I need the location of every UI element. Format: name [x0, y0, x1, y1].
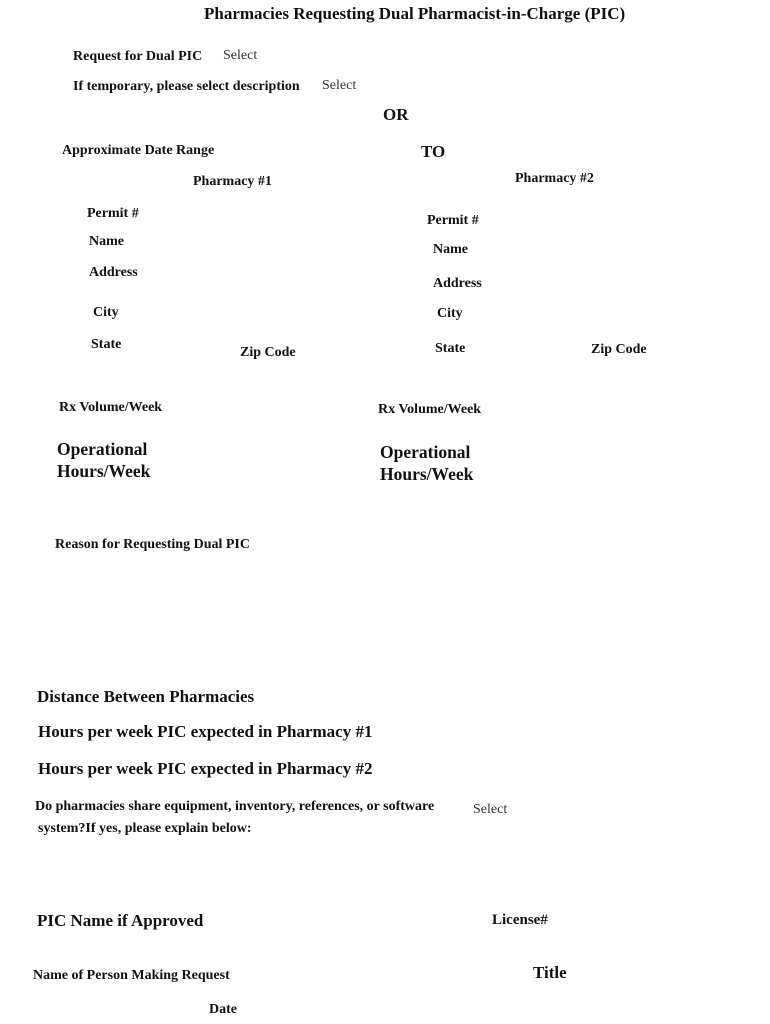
pharmacy2-rx-volume-label: Rx Volume/Week	[378, 402, 482, 417]
pharmacy1-operational-hours-field[interactable]	[160, 450, 360, 468]
or-label: OR	[383, 105, 409, 124]
pharmacy2-zip-label: Zip Code	[591, 342, 647, 357]
share-question-line1: Do pharmacies share equipment, inventory, references, or software	[35, 799, 435, 814]
pharmacy2-hours-line1: Operational	[380, 442, 471, 462]
pharmacy1-operational-hours-label	[57, 438, 150, 482]
pharmacy1-zip-label: Zip Code	[240, 345, 296, 360]
reason-textarea[interactable]	[55, 560, 695, 670]
pharmacy1-city-label: City	[93, 305, 119, 320]
to-label: TO	[421, 142, 446, 161]
pharmacy1-rx-volume-field[interactable]	[180, 399, 360, 417]
hours-pic1-field[interactable]	[385, 723, 535, 741]
pharmacy2-name-label: Name	[433, 242, 468, 257]
pharmacy1-zip-field[interactable]	[305, 344, 365, 362]
distance-field[interactable]	[270, 688, 470, 706]
pharmacy2-rx-volume-field[interactable]	[498, 401, 698, 419]
hours-pic1-label: Hours per week PIC expected in Pharmacy #1	[38, 722, 373, 741]
pharmacy1-state-label: State	[91, 337, 122, 352]
temporary-description-label: If temporary, please select description	[73, 79, 300, 94]
pharmacy2-name-field[interactable]	[480, 241, 700, 259]
date-field[interactable]	[250, 1001, 450, 1019]
hours-pic2-label: Hours per week PIC expected in Pharmacy #2	[38, 759, 373, 778]
pharmacy2-address-label: Address	[433, 276, 482, 291]
share-question-line2: system?If yes, please explain below:	[38, 821, 252, 836]
license-field[interactable]	[560, 912, 710, 930]
pharmacy2-city-label: City	[437, 306, 463, 321]
pic-name-label: PIC Name if Approved	[37, 911, 204, 930]
pharmacy1-hours-line1: Operational	[57, 439, 148, 459]
requester-name-label: Name of Person Making Request	[33, 968, 230, 983]
date-label: Date	[209, 1002, 237, 1017]
distance-label: Distance Between Pharmacies	[37, 687, 255, 706]
pharmacy2-city-field[interactable]	[472, 305, 702, 323]
pharmacy2-address-field[interactable]	[492, 275, 702, 293]
pharmacy1-hours-line2: Hours/Week	[57, 461, 151, 481]
pharmacy1-address-label: Address	[89, 265, 138, 280]
share-select[interactable]: Select	[473, 802, 508, 817]
title-label: Title	[533, 963, 567, 982]
pharmacy1-city-field[interactable]	[130, 304, 360, 322]
pharmacy2-hours-line2: Hours/Week	[380, 464, 474, 484]
hours-pic2-field[interactable]	[385, 760, 535, 778]
share-explanation-textarea[interactable]	[38, 845, 688, 895]
request-dual-pic-label: Request for Dual PIC	[73, 49, 203, 64]
pharmacy1-permit-label: Permit #	[87, 206, 139, 221]
date-range-end-field[interactable]	[455, 142, 625, 160]
pharmacy1-state-field[interactable]	[132, 336, 227, 354]
pharmacy1-name-field[interactable]	[140, 233, 360, 251]
pharmacy2-permit-field[interactable]	[490, 212, 690, 230]
pic-name-field[interactable]	[215, 912, 475, 930]
pharmacy2-state-label: State	[435, 341, 466, 356]
pharmacy1-permit-field[interactable]	[150, 205, 350, 223]
date-range-label: Approximate Date Range	[62, 143, 215, 158]
date-range-start-field[interactable]	[240, 142, 410, 160]
reason-label: Reason for Requesting Dual PIC	[55, 537, 250, 552]
pharmacy2-operational-hours-field[interactable]	[485, 452, 695, 470]
title-field[interactable]	[575, 964, 725, 982]
license-label: License#	[492, 912, 548, 928]
temporary-description-select[interactable]: Select	[322, 78, 357, 93]
pharmacy2-heading: Pharmacy #2	[515, 171, 594, 186]
requester-name-field[interactable]	[250, 967, 500, 985]
pharmacy1-heading: Pharmacy #1	[193, 174, 272, 189]
pharmacy1-name-label: Name	[89, 234, 124, 249]
request-dual-pic-select[interactable]: Select	[223, 48, 258, 63]
form-title: Pharmacies Requesting Dual Pharmacist-in-Charge (PIC)	[204, 4, 626, 23]
pharmacy2-zip-field[interactable]	[655, 341, 715, 359]
pharmacy2-operational-hours-label	[380, 441, 473, 485]
pharmacy2-state-field[interactable]	[475, 340, 575, 358]
pharmacy2-permit-label: Permit #	[427, 213, 479, 228]
pharmacy1-rx-volume-label: Rx Volume/Week	[59, 400, 163, 415]
pharmacy1-address-field[interactable]	[150, 264, 360, 282]
